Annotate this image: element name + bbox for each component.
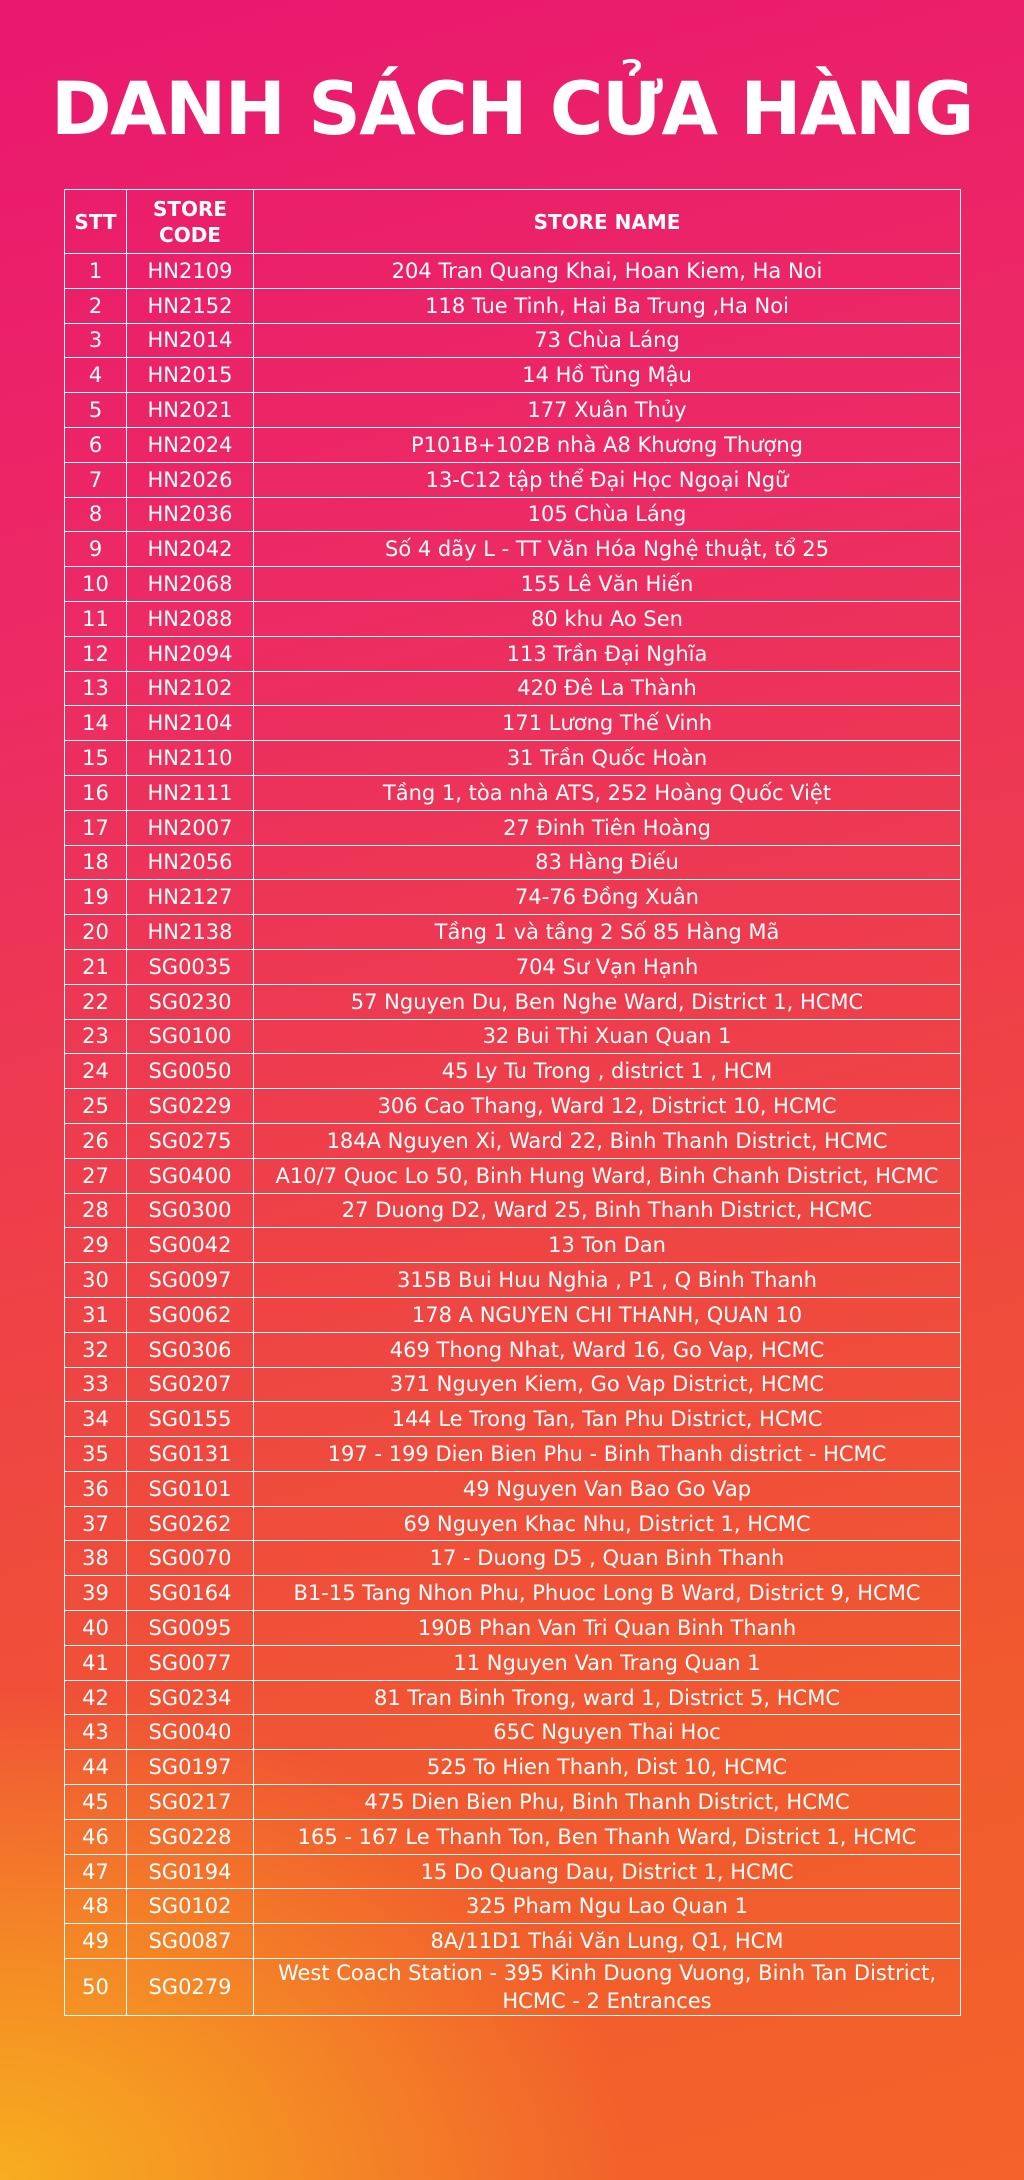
row-store-name: 105 Chùa Láng <box>254 497 961 532</box>
row-stt: 46 <box>65 1819 127 1854</box>
table-row <box>65 1054 961 1089</box>
row-store-code: SG0040 <box>127 1715 254 1750</box>
row-store-code: HN2127 <box>127 880 254 915</box>
row-store-name: Tầng 1, tòa nhà ATS, 252 Hoàng Quốc Việt <box>254 775 961 810</box>
row-store-name: Số 4 dãy L - TT Văn Hóa Nghệ thuật, tổ 25 <box>254 532 961 567</box>
row-store-code: HN2111 <box>127 775 254 810</box>
row-store-code: SG0095 <box>127 1611 254 1646</box>
row-store-code: SG0400 <box>127 1158 254 1193</box>
row-store-name: 80 khu Ao Sen <box>254 601 961 636</box>
row-store-code: SG0207 <box>127 1367 254 1402</box>
row-store-name: 144 Le Trong Tan, Tan Phu District, HCMC <box>254 1402 961 1437</box>
row-store-code: HN2068 <box>127 567 254 602</box>
table-row <box>65 1263 961 1298</box>
row-store-code: SG0100 <box>127 1019 254 1054</box>
row-store-code: SG0077 <box>127 1645 254 1680</box>
row-store-code: SG0197 <box>127 1750 254 1785</box>
row-store-name: A10/7 Quoc Lo 50, Binh Hung Ward, Binh Chanh District, HCMC <box>254 1158 961 1193</box>
table-row <box>65 636 961 671</box>
table-row <box>65 984 961 1019</box>
row-store-name: 190B Phan Van Tri Quan Binh Thanh <box>254 1611 961 1646</box>
row-stt: 13 <box>65 671 127 706</box>
row-store-name: P101B+102B nhà A8 Khương Thượng <box>254 427 961 462</box>
row-stt: 19 <box>65 880 127 915</box>
row-store-code: HN2021 <box>127 393 254 428</box>
row-store-code: SG0070 <box>127 1541 254 1576</box>
table-row <box>65 915 961 950</box>
table-row <box>65 567 961 602</box>
row-store-code: SG0131 <box>127 1437 254 1472</box>
row-stt: 48 <box>65 1889 127 1924</box>
table-row <box>65 497 961 532</box>
row-stt: 11 <box>65 601 127 636</box>
row-stt: 20 <box>65 915 127 950</box>
row-stt: 17 <box>65 810 127 845</box>
row-stt: 1 <box>65 254 127 289</box>
row-stt: 12 <box>65 636 127 671</box>
row-store-name: 83 Hàng Điếu <box>254 845 961 880</box>
table-row <box>65 1228 961 1263</box>
row-store-name: 197 - 199 Dien Bien Phu - Binh Thanh district - HCMC <box>254 1437 961 1472</box>
table-row <box>65 845 961 880</box>
row-stt: 24 <box>65 1054 127 1089</box>
row-stt: 15 <box>65 741 127 776</box>
row-stt: 18 <box>65 845 127 880</box>
row-stt: 36 <box>65 1471 127 1506</box>
row-stt: 16 <box>65 775 127 810</box>
row-store-code: HN2036 <box>127 497 254 532</box>
row-store-name: 118 Tue Tinh, Hai Ba Trung ,Ha Noi <box>254 288 961 323</box>
header-store-code <box>127 190 254 254</box>
table-row <box>65 1089 961 1124</box>
row-store-name: 15 Do Quang Dau, District 1, HCMC <box>254 1854 961 1889</box>
row-store-code: HN2024 <box>127 427 254 462</box>
row-store-name: 27 Duong D2, Ward 25, Binh Thanh District, HCMC <box>254 1193 961 1228</box>
table-header-row <box>65 190 961 254</box>
row-stt: 27 <box>65 1158 127 1193</box>
row-store-code: HN2102 <box>127 671 254 706</box>
table-row <box>65 1819 961 1854</box>
header-store-code-line1: STORE <box>152 196 228 221</box>
page-title: DANH SÁCH CỬA HÀNG <box>51 67 973 152</box>
table-row <box>65 1854 961 1889</box>
table-row <box>65 1471 961 1506</box>
table-row <box>65 1402 961 1437</box>
row-store-code: SG0062 <box>127 1297 254 1332</box>
table-row <box>65 1715 961 1750</box>
row-stt: 39 <box>65 1576 127 1611</box>
row-store-code: HN2015 <box>127 358 254 393</box>
table-row <box>65 949 961 984</box>
row-stt: 10 <box>65 567 127 602</box>
row-store-name: 8A/11D1 Thái Văn Lung, Q1, HCM <box>254 1924 961 1959</box>
store-table <box>64 189 961 2016</box>
row-store-name: 184A Nguyen Xi, Ward 22, Binh Thanh District, HCMC <box>254 1123 961 1158</box>
row-store-code: SG0155 <box>127 1402 254 1437</box>
row-store-name: 371 Nguyen Kiem, Go Vap District, HCMC <box>254 1367 961 1402</box>
table-row <box>65 1680 961 1715</box>
header-store-name: STORE NAME <box>254 190 961 254</box>
table-row <box>65 1785 961 1820</box>
row-store-name: 113 Trần Đại Nghĩa <box>254 636 961 671</box>
table-row <box>65 1889 961 1924</box>
row-store-code: HN2042 <box>127 532 254 567</box>
row-stt: 3 <box>65 323 127 358</box>
row-store-code: HN2056 <box>127 845 254 880</box>
row-stt: 2 <box>65 288 127 323</box>
row-store-code: SG0035 <box>127 949 254 984</box>
row-store-name: 177 Xuân Thủy <box>254 393 961 428</box>
table-row <box>65 1576 961 1611</box>
table-row <box>65 601 961 636</box>
table-row <box>65 706 961 741</box>
table-row <box>65 1437 961 1472</box>
row-store-name: 31 Trần Quốc Hoàn <box>254 741 961 776</box>
row-store-code: HN2014 <box>127 323 254 358</box>
row-stt: 31 <box>65 1297 127 1332</box>
table-row <box>65 671 961 706</box>
row-store-name: 81 Tran Binh Trong, ward 1, District 5, HCMC <box>254 1680 961 1715</box>
row-store-code: SG0228 <box>127 1819 254 1854</box>
row-stt: 4 <box>65 358 127 393</box>
row-store-code: SG0101 <box>127 1471 254 1506</box>
table-row <box>65 1123 961 1158</box>
row-store-name: 155 Lê Văn Hiến <box>254 567 961 602</box>
row-store-name: West Coach Station - 395 Kinh Duong Vuong, Binh Tan District, HCMC - 2 Entrances <box>254 1959 961 2016</box>
row-stt: 21 <box>65 949 127 984</box>
table-row <box>65 1367 961 1402</box>
row-store-name: 204 Tran Quang Khai, Hoan Kiem, Ha Noi <box>254 254 961 289</box>
table-row <box>65 1541 961 1576</box>
row-store-name: 74-76 Đồng Xuân <box>254 880 961 915</box>
row-store-name: 704 Sư Vạn Hạnh <box>254 949 961 984</box>
row-store-name: 469 Thong Nhat, Ward 16, Go Vap, HCMC <box>254 1332 961 1367</box>
row-stt: 26 <box>65 1123 127 1158</box>
row-store-name: 32 Bui Thi Xuan Quan 1 <box>254 1019 961 1054</box>
row-store-name: 14 Hồ Tùng Mậu <box>254 358 961 393</box>
row-store-code: HN2138 <box>127 915 254 950</box>
table-row <box>65 1959 961 2016</box>
table-row <box>65 1158 961 1193</box>
row-store-code: HN2152 <box>127 288 254 323</box>
table-row <box>65 1611 961 1646</box>
table-row <box>65 1332 961 1367</box>
table-row <box>65 1019 961 1054</box>
row-store-name: 525 To Hien Thanh, Dist 10, HCMC <box>254 1750 961 1785</box>
row-store-code: HN2007 <box>127 810 254 845</box>
table-row <box>65 427 961 462</box>
row-store-name: 325 Pham Ngu Lao Quan 1 <box>254 1889 961 1924</box>
row-store-name: 17 - Duong D5 , Quan Binh Thanh <box>254 1541 961 1576</box>
table-row <box>65 741 961 776</box>
row-store-name: 165 - 167 Le Thanh Ton, Ben Thanh Ward, District 1, HCMC <box>254 1819 961 1854</box>
row-store-code: SG0097 <box>127 1263 254 1298</box>
table-row <box>65 880 961 915</box>
row-store-code: SG0194 <box>127 1854 254 1889</box>
row-store-code: SG0217 <box>127 1785 254 1820</box>
row-store-name: 65C Nguyen Thai Hoc <box>254 1715 961 1750</box>
row-stt: 49 <box>65 1924 127 1959</box>
row-store-code: HN2088 <box>127 601 254 636</box>
row-stt: 30 <box>65 1263 127 1298</box>
table-row <box>65 358 961 393</box>
table-row <box>65 1506 961 1541</box>
row-store-name: 475 Dien Bien Phu, Binh Thanh District, HCMC <box>254 1785 961 1820</box>
table-row <box>65 1193 961 1228</box>
row-store-name: 11 Nguyen Van Trang Quan 1 <box>254 1645 961 1680</box>
header-stt: STT <box>65 190 127 254</box>
table-row <box>65 323 961 358</box>
table-row <box>65 532 961 567</box>
row-store-code: SG0262 <box>127 1506 254 1541</box>
row-store-name: 57 Nguyen Du, Ben Nghe Ward, District 1, HCMC <box>254 984 961 1019</box>
row-stt: 40 <box>65 1611 127 1646</box>
table-row <box>65 1750 961 1785</box>
row-stt: 22 <box>65 984 127 1019</box>
store-rows <box>65 254 961 2016</box>
row-stt: 41 <box>65 1645 127 1680</box>
row-store-code: SG0164 <box>127 1576 254 1611</box>
row-store-name: 171 Lương Thế Vinh <box>254 706 961 741</box>
row-store-code: SG0234 <box>127 1680 254 1715</box>
row-stt: 5 <box>65 393 127 428</box>
row-stt: 37 <box>65 1506 127 1541</box>
row-store-name: 178 A NGUYEN CHI THANH, QUAN 10 <box>254 1297 961 1332</box>
row-stt: 28 <box>65 1193 127 1228</box>
table-row <box>65 1297 961 1332</box>
row-stt: 9 <box>65 532 127 567</box>
table-row <box>65 1924 961 1959</box>
row-store-name: 69 Nguyen Khac Nhu, District 1, HCMC <box>254 1506 961 1541</box>
row-stt: 43 <box>65 1715 127 1750</box>
row-store-name: B1-15 Tang Nhon Phu, Phuoc Long B Ward, District 9, HCMC <box>254 1576 961 1611</box>
row-stt: 34 <box>65 1402 127 1437</box>
row-store-name: 49 Nguyen Van Bao Go Vap <box>254 1471 961 1506</box>
row-store-code: SG0279 <box>127 1959 254 2016</box>
row-store-code: SG0306 <box>127 1332 254 1367</box>
table-row <box>65 254 961 289</box>
row-store-code: HN2104 <box>127 706 254 741</box>
row-stt: 38 <box>65 1541 127 1576</box>
row-store-code: SG0229 <box>127 1089 254 1124</box>
row-store-code: SG0230 <box>127 984 254 1019</box>
row-stt: 47 <box>65 1854 127 1889</box>
row-store-name: 45 Ly Tu Trong , district 1 , HCM <box>254 1054 961 1089</box>
row-store-name: 420 Đê La Thành <box>254 671 961 706</box>
row-stt: 33 <box>65 1367 127 1402</box>
table-row <box>65 393 961 428</box>
table-row <box>65 810 961 845</box>
row-store-code: SG0102 <box>127 1889 254 1924</box>
row-store-code: HN2094 <box>127 636 254 671</box>
row-store-code: SG0300 <box>127 1193 254 1228</box>
row-store-code: SG0042 <box>127 1228 254 1263</box>
row-store-name: 73 Chùa Láng <box>254 323 961 358</box>
row-stt: 14 <box>65 706 127 741</box>
row-store-code: HN2026 <box>127 462 254 497</box>
row-store-name: 13-C12 tập thể Đại Học Ngoại Ngữ <box>254 462 961 497</box>
row-store-code: SG0050 <box>127 1054 254 1089</box>
row-stt: 25 <box>65 1089 127 1124</box>
row-store-code: SG0087 <box>127 1924 254 1959</box>
row-store-name: 306 Cao Thang, Ward 12, District 10, HCMC <box>254 1089 961 1124</box>
row-store-code: HN2109 <box>127 254 254 289</box>
table-row <box>65 462 961 497</box>
row-stt: 29 <box>65 1228 127 1263</box>
row-stt: 45 <box>65 1785 127 1820</box>
row-stt: 44 <box>65 1750 127 1785</box>
row-stt: 23 <box>65 1019 127 1054</box>
row-stt: 8 <box>65 497 127 532</box>
row-store-name: Tầng 1 và tầng 2 Số 85 Hàng Mã <box>254 915 961 950</box>
row-stt: 7 <box>65 462 127 497</box>
row-store-code: HN2110 <box>127 741 254 776</box>
row-store-name: 13 Ton Dan <box>254 1228 961 1263</box>
header-store-code-line2: CODE <box>159 222 221 247</box>
table-row <box>65 775 961 810</box>
row-stt: 6 <box>65 427 127 462</box>
row-stt: 32 <box>65 1332 127 1367</box>
row-store-name: 315B Bui Huu Nghia , P1 , Q Binh Thanh <box>254 1263 961 1298</box>
row-store-name: 27 Đinh Tiên Hoàng <box>254 810 961 845</box>
row-stt: 35 <box>65 1437 127 1472</box>
table-row <box>65 1645 961 1680</box>
table-row <box>65 288 961 323</box>
row-stt: 50 <box>65 1959 127 2016</box>
row-store-code: SG0275 <box>127 1123 254 1158</box>
row-stt: 42 <box>65 1680 127 1715</box>
